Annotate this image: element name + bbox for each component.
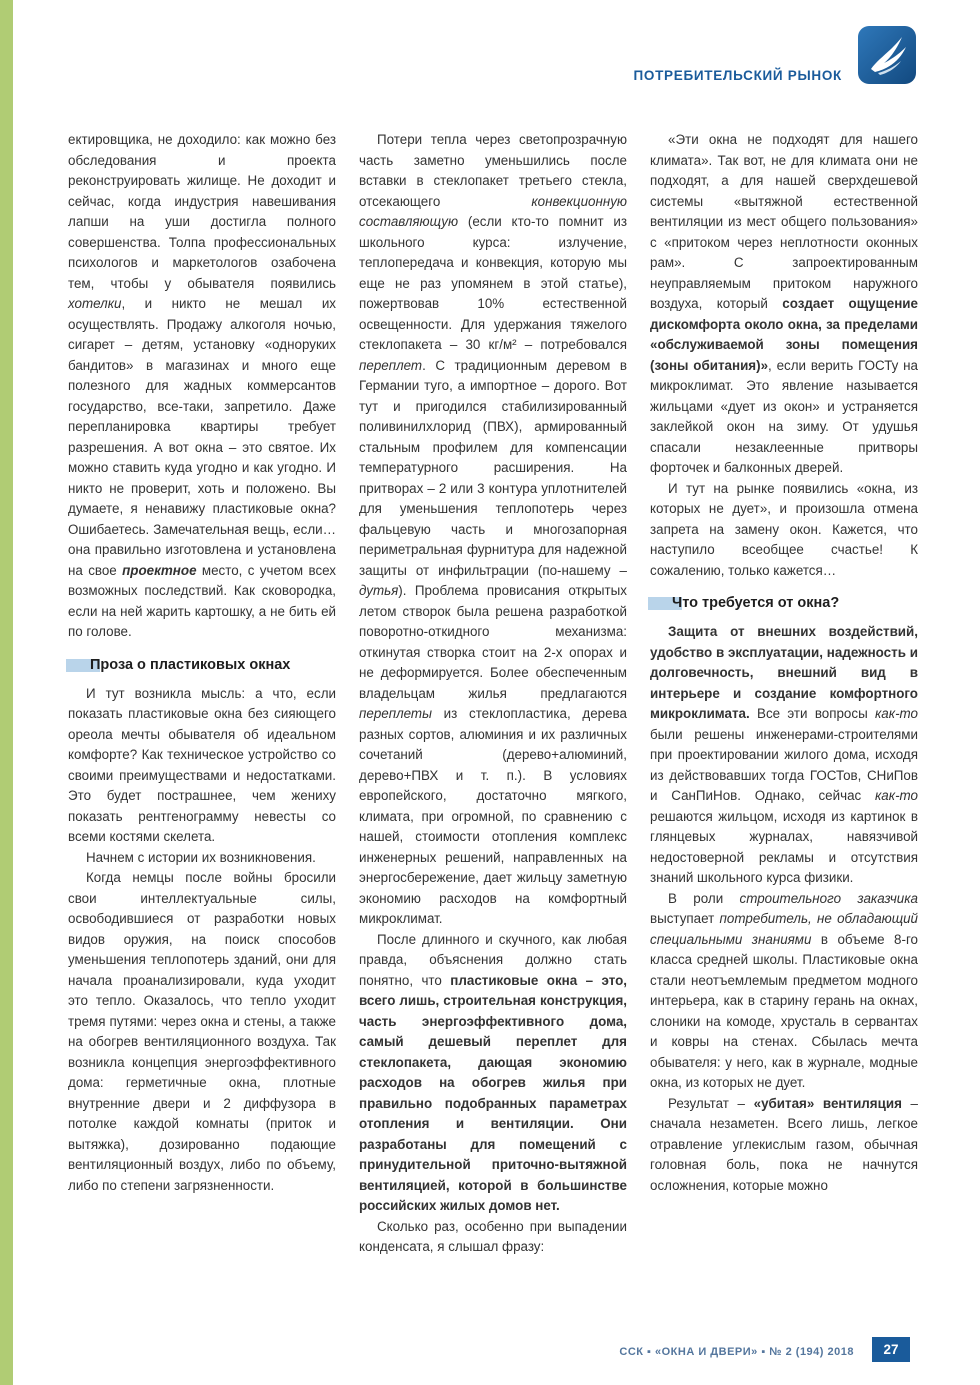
paragraph: В роли строительного заказчика выступает потребитель, не обладающий специальными знаниями в объеме 8-го класса средней школы. Пластиковые окна стали неотъемлемым предметом модного интерьера, как в старину герань на окнах, слоники на комоде, хрусталь в сервантах и ковры на стенах. Сбылась мечта обывателя: у него, как в журнале, модные окна, из которых не дует. [650, 890, 918, 1090]
left-edge-accent-strip [0, 0, 13, 1385]
section-heading: Что требуется от окна? [650, 594, 918, 613]
footer-imprint: ССК ▪ «ОКНА И ДВЕРИ» ▪ № 2 (194) 2018 [619, 1346, 854, 1358]
paragraph: Когда немцы после войны бросили свои интеллектуальные силы, освободившиеся от разработки новых видов оружия, на поиск способов уменьшения теплопотерь зданий, они для начала проанализировали, куда уходит это тепло. Оказалось, что тепло уходит тремя путями: через окна и стены, а также на обогрев вентиляционного воздуха. Так возникла концепция энергоэффективного дома: герметичные окна, плотные внутренние двери и 2 диффузора в потолке каждой комнаты (приток и вытяжка), дозированно подающие вентиляционный воздух, либо по объему, либо по степени загрязненности. [68, 870, 336, 1193]
paragraph: Начнем с истории их возникновения. [86, 849, 316, 865]
paragraph: И тут возникла мысль: а что, если показать пластиковые окна без сияющего ореола мечты обывателя об идеальном комфорте? Как техническое устройство со своими преимуществами и недостатками. Это будет пострашнее, чем жениху показать рентгенограмму невесты со всеми костями скелета. [68, 685, 336, 844]
article-body [68, 130, 918, 1258]
paragraph: Сколько раз, особенно при выпадении конденсата, я слышал фразу: [359, 1218, 627, 1254]
section-heading: Проза о пластиковых окнах [68, 656, 336, 675]
article-column-2 [359, 130, 627, 1258]
article-column-1 [68, 130, 336, 1258]
paragraph: Потери тепла через светопрозрачную часть заметно уменьшились после вставки в стеклопакет третьего стекла, отсекающего конвекционную составляющую (если кто-то помнит из школьного курса: излучение, теплопередача и конвекция, которую мы еще не раз упомянем в этой статье), пожертвовав 10% естественной освещенности. Для удержания тяжелого стеклопакета – 30 кг/м² – потребовался переплет. С традиционным деревом в Германии туго, а импортное – дорого. Вот тут и пригодился стабилизированный поливинилхлорид (ПВХ), армированный стальным профилем для компенсации температурного расширения. На притворах – 2 или 3 контура уплотнителей для уменьшения теплопотерь через фальцевую часть и многозапорная периметральная фурнитура для надежной защиты от инфильтрации (по-нашему – дутья). Проблема провисания открытых летом створок была решена разработкой поворотно-откидного механизма: откинутая створка стоит на 2-х опорах и не деформируется. Более обеспеченным владельцам жилья предлагаются переплеты из стеклопластика, дерева разных сортов, алюминия и их различных сочетаний (дерево+алюминий, дерево+ПВХ и т. п.). В условиях европейского, достаточно мягкого, климата, при огромной, по сравнению с нашей, стоимости отопления комплекс инженерных решений, направленных на энергосбережение, дает жильцу заметную экономию расходов на комфортный микроклимат. [359, 132, 627, 926]
page-number-badge: 27 [872, 1337, 910, 1362]
article-column-3 [650, 130, 918, 1258]
section-title: ПОТРЕБИТЕЛЬСКИЙ РЫНОК [633, 68, 842, 83]
publisher-logo-icon [858, 26, 916, 84]
paragraph: ектировщика, не доходило: как можно без обследования и проекта реконструировать жилище. Не доходит и сейчас, когда индустрия навешивания лапши на уши достигла полного совершенства. Толпа профессиональных психологов и маркетологов озабочена тем, чтобы у обывателя появились хотелки, и никто не мешал их осуществлять. Продажу алкоголя ночью, сигарет – детям, установку «одноруких бандитов» в магазинах и много еще полезного для жадных коммерсантов государство, все-таки, запретило. Даже перепланировка квартиры требует разрешения. А вот окна – это святое. Их можно ставить куда угодно и как угодно. И никто не проверит, хоть и положено. Вы думаете, я ненавижу пластиковые окна? Ошибаетесь. Замечательная вещь, если… она правильно изготовлена и установлена на свое проектное место, с учетом всех возможных последствий. Как сковородка, если на ней жарить картошку, а не бить ей по голове. [68, 132, 336, 639]
paragraph: «Эти окна не подходят для нашего климата». Так вот, не для климата они не подходят, а для нашей сверхдешевой системы «вытяжной естественной вентиляции из мест общего пользования» с «притоком через неплотности оконных рам». С запроектированным неуправляемым притоком наружного воздуха, который создает ощущение дискомфорта около окна, за пределами «обслуживаемой зоны помещения (зоны обитания)», если верить ГОСТу на микроклимат. Это явление называется жильцами «дует из окон» и устраняется заклейкой окон на зиму. От удушья спасали незаклеенные притворы форточек и балконных дверей. [650, 132, 918, 475]
paragraph: Защита от внешних воздействий, удобство в эксплуатации, надежность и долговечность, внешний вид в интерьере и создание комфортного микроклимата. Все эти вопросы как-то были решены инженерами-строителями при проектировании жилого дома, исходя из действовавших тогда ГОСТов, СНиПов и СанПиНов. Однако, сейчас как-то решаются жильцом, исходя из картинок в глянцевых журналах, навязчивой недостоверной рекламы и отсутствия знаний школьного курса физики. [650, 624, 918, 885]
paragraph: После длинного и скучного, как любая правда, объяснения должно стать понятно, что пластиковые окна – это, всего лишь, строительная конструкция, часть энергоэффективного дома, самый дешевый переплет для стеклопакета, дающая экономию расходов на обогрев жилья при правильно подобранных параметрах отопления и вентиляции. Они разработаны для помещений с принудительной приточно-вытяжной вентиляцией, которой в большинстве российских жилых домов нет. [359, 931, 627, 1213]
paragraph: Результат – «убитая» вентиляция – сначала незаметен. Всего лишь, легкое отравление углекислым газом, обычная головная боль, пока не начнутся осложнения, которые можно [650, 1095, 918, 1193]
paragraph: И тут на рынке появились «окна, из которых не дует», и произошла отмена запрета на замену окон. Кажется, что наступило всеобщее счастье! К сожалению, только кажется… [650, 480, 918, 578]
